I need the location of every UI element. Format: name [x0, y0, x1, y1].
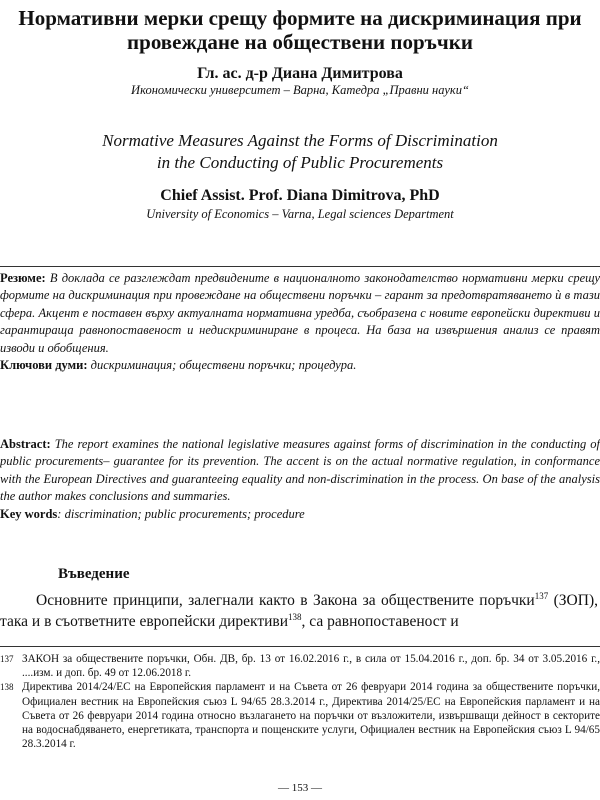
abstract-bulgarian-label: Резюме: [0, 271, 46, 285]
page-number: — 153 — [278, 782, 322, 794]
abstract-english-paragraph [0, 436, 600, 506]
keywords-bulgarian-text: дискриминация; обществени поръчки; процедура. [90, 358, 357, 373]
keywords-english-separator: : [57, 506, 62, 521]
abstract-bulgarian-paragraph [0, 270, 600, 357]
footnote-ref-138: 138 [288, 611, 302, 622]
abstract-top-rule [0, 266, 600, 267]
body-paragraph [0, 590, 598, 632]
bulgarian-affiliation: Икономически университет – Варна, Катедра „Правни науки“ [131, 83, 469, 97]
abstract-bulgarian [0, 270, 600, 374]
footnote-number: 137 [0, 654, 14, 664]
footnote-text: ЗАКОН за обществените поръчки, Обн. ДВ, бр. 13 от 16.02.2016 г., в сила от 15.04.2016 г., доп. бр. 34 от 3.05.2016 г., ....изм. и доп. бр. 49 от 12.06.2018 г. [22, 653, 600, 680]
keywords-bulgarian-label: Ключови думи: [0, 358, 88, 373]
keywords-english-label: Key words [0, 506, 58, 521]
abstract-english [0, 436, 600, 523]
keywords-bulgarian [0, 357, 600, 374]
footnotes [0, 652, 600, 751]
body-text-part3: , са равнопоставеност и [301, 613, 459, 630]
abstract-english-text: The report examines the national legislative measures against forms of discrimination in the conducting of public procurements– guarantee for its prevention. The accent is on the actual normative regulation, in conformance with the European Directives and guaranteeing equality and non-discrimination in the process. On base of the analysis the author makes conclusions and summaries. [0, 437, 600, 504]
abstract-english-label: Abstract: [0, 437, 51, 451]
keywords-english [0, 506, 600, 523]
section-heading: Въведение [58, 566, 130, 582]
bulgarian-title: Нормативни мерки срещу формите на дискриминация при провеждане на обществени поръчки [18, 6, 582, 54]
body-text-part1: Основните принципи, залегнали както в Закона за обществените поръчки [36, 592, 535, 609]
abstract-bulgarian-text: В доклада се разглеждат предвидените в националното законодателство нормативни мерки срещу формите на дискриминация при провеждане на обществени поръчки – гарант за предотвратяването ѝ в тази сфера. Акцент е поставен върху актуалната нормативна уредба, съобразена с новите европейски директиви и гарантираща равнопоставеност и недискриминиране в процеса. На база на извършения анализ се правят изводи и обобщения. [0, 271, 600, 355]
footnote-text: Директива 2014/24/ЕС на Европейския парламент и на Съвета от 26 февруари 2014 година за обществените поръчки, Официален вестник на Европейския съюз L 94/65 28.3.2014 г., Директива 2014/25/ЕС на Европейския парламент и на Съвета от 26 февруари 2014 година относно възлагането на поръчки от възложители, извършващи дейност в секторите на водоснабдяването, енергетиката, транспорта и пощенските услуги, Официален вестник на Европейския съюз L 94/65 28.3.2014 г. [22, 681, 600, 751]
keywords-english-text: discrimination; public procurements; procedure [64, 506, 305, 521]
footnote-item [0, 680, 600, 751]
english-title-line2: in the Conducting of Public Procurements [156, 153, 444, 172]
english-author: Chief Assist. Prof. Diana Dimitrova, PhD [160, 187, 440, 204]
english-title [20, 130, 580, 174]
footnote-number: 138 [0, 682, 14, 693]
footnote-item [0, 652, 600, 680]
footnote-rule [0, 646, 600, 647]
footnote-ref-137: 137 [534, 590, 549, 601]
english-title-line1: Normative Measures Against the Forms of Discrimination [102, 131, 498, 150]
body-text-part2: (ЗОП), така и в съответните европейски директиви [0, 592, 598, 630]
bulgarian-author: Гл. ас. д-р Диана Димитрова [197, 65, 403, 82]
english-affiliation: University of Economics – Varna, Legal sciences Department [146, 207, 454, 221]
